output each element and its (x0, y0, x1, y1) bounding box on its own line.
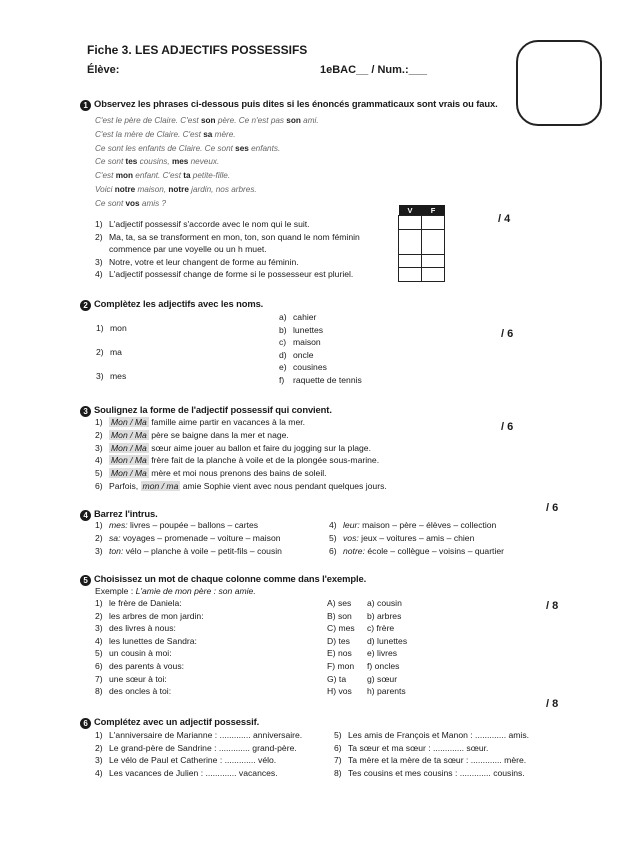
item-number: 5) (329, 532, 337, 543)
s5-example (95, 585, 256, 597)
s3-list (95, 416, 387, 493)
item-keyword: leur: (343, 520, 360, 530)
list-item (95, 647, 204, 660)
example-part: amis ? (139, 198, 166, 208)
item-text: Le grand-père de Sandrine : ............. grand-père. (109, 742, 297, 753)
item-text: Tes cousins et mes cousins : ............. cousins. (348, 767, 525, 778)
item-number: 2) (95, 532, 103, 543)
list-item (279, 311, 362, 324)
item-text: maison (293, 337, 321, 348)
column-option: e) livres (367, 648, 398, 659)
example-part: petite-fille. (190, 171, 231, 181)
item-text: Ta sœur et ma sœur : ............. sœur. (348, 742, 489, 753)
vf-cell[interactable] (399, 268, 422, 282)
list-item (95, 660, 204, 673)
choice-highlight[interactable]: Mon / Ma (111, 468, 147, 479)
item-text: Les amis de François et Manon : ............. amis. (348, 730, 530, 740)
example-part: notre (114, 184, 136, 194)
item-text: mes (110, 371, 127, 381)
section-6-title (80, 716, 259, 729)
item-number: 4) (95, 269, 103, 280)
section-4-score: / 6 (546, 502, 559, 514)
item-number: 1) (95, 417, 103, 427)
item-number: 2) (95, 742, 103, 753)
column-option: d) lunettes (367, 635, 408, 646)
list-item (334, 742, 529, 755)
section-3-score: / 6 (501, 421, 514, 433)
example-part: C'est le père de Claire. C'est (95, 116, 201, 125)
item-number: 2) (95, 231, 103, 242)
s5-col-b (367, 597, 407, 698)
item-number: 3) (95, 256, 103, 267)
list-item (279, 374, 362, 387)
section-3-title-text: Soulignez la forme de l'adjectif possessif qui convient. (94, 404, 332, 415)
section-5-score: / 8 (546, 600, 559, 612)
example-part: son (286, 116, 301, 125)
example-sentence (95, 155, 319, 169)
example-part: vos (125, 198, 140, 208)
section-6-title-text: Complétez avec un adjectif possessif. (94, 716, 260, 727)
section-2-title-text: Complètez les adjectifs avec les noms. (94, 298, 264, 309)
column-option: a) cousin (367, 598, 402, 608)
item-number: e) (279, 362, 287, 373)
choice-highlight[interactable]: Mon / Ma (111, 417, 147, 427)
item-number: 3) (95, 623, 103, 634)
column-option: f) oncles (367, 660, 400, 671)
item-keyword: notre: (343, 545, 365, 556)
example-part: enfants. (248, 143, 281, 153)
item-text: mon (110, 323, 127, 333)
grade-box (516, 40, 602, 126)
s2-left-item (96, 346, 122, 358)
vf-cell[interactable] (399, 229, 422, 254)
choice-highlight[interactable]: Mon / Ma (111, 429, 147, 440)
item-number: 3) (95, 442, 103, 453)
item-number: 8) (334, 767, 342, 778)
item-text: vélo – planche à voile – petit-fils – cousin (123, 545, 282, 556)
item-text: livres – poupée – ballons – cartes (127, 520, 259, 530)
section-4-title-text: Barrez l'intrus. (94, 508, 158, 519)
column-option: C) mes (327, 623, 355, 634)
item-number: 1) (95, 219, 103, 229)
example-sentence (95, 197, 319, 211)
vf-cell[interactable] (422, 229, 445, 254)
item-text: des parents à vous: (109, 660, 185, 671)
item-number: 5) (95, 468, 103, 479)
item-number: 7) (334, 755, 342, 766)
list-item (95, 532, 282, 545)
item-text: Ma, ta, sa se transforment en mon, ton, son quand le nom féminin (109, 231, 360, 242)
item-text: Notre, votre et leur changent de forme au féminin. (109, 256, 299, 267)
column-option: G) ta (327, 673, 347, 684)
list-item (95, 610, 204, 623)
item-number: f) (279, 374, 285, 385)
item-number: 3) (95, 755, 103, 766)
example-part: C'est la mère de Claire. C'est (95, 129, 204, 139)
item-number: 2) (95, 429, 103, 440)
s2-right-list (279, 311, 362, 387)
example-part: enfant. C'est (132, 171, 184, 181)
item-keyword: sa: (109, 532, 121, 543)
list-item (95, 597, 204, 610)
list-item (329, 532, 504, 545)
choice-highlight[interactable]: mon / ma (142, 480, 179, 491)
list-item (95, 480, 387, 493)
item-text: raquette de tennis (293, 374, 362, 385)
item-number: 1) (95, 520, 103, 530)
item-number: a) (279, 312, 287, 322)
section-2-title (80, 298, 263, 311)
vf-cell[interactable] (422, 254, 445, 268)
example-sentence (95, 128, 319, 142)
item-number: d) (279, 349, 287, 360)
item-number: 1) (95, 730, 103, 740)
item-text: famille aime partir en vacances à la mer. (148, 417, 306, 427)
s6-right-list (334, 729, 529, 779)
list-item (95, 256, 360, 269)
item-text: Le vélo de Paul et Catherine : ............. vélo. (109, 755, 277, 766)
item-number: 2) (95, 610, 103, 621)
item-text: maison – père – élèves – collection (359, 520, 497, 530)
list-item (95, 218, 360, 231)
list-item (95, 729, 302, 742)
list-item (95, 467, 387, 480)
list-item (334, 729, 529, 742)
student-label: Élève: (87, 64, 120, 76)
column-option: h) parents (367, 686, 406, 697)
s4-left-list (95, 519, 282, 557)
item-text: L'adjectif possessif s'accorde avec le nom qui le suit. (109, 219, 310, 229)
item-text: amie Sophie vient avec nous pendant quelques jours. (180, 480, 387, 491)
example-part: notre (168, 184, 189, 194)
section-number-badge: 4 (80, 510, 91, 521)
item-keyword: ton: (109, 545, 124, 556)
vf-cell[interactable] (399, 254, 422, 268)
vf-cell[interactable] (422, 216, 445, 230)
list-item (95, 442, 387, 455)
item-text: école – collègue – voisins – quartier (364, 545, 504, 556)
vf-cell[interactable] (399, 216, 422, 230)
item-keyword: mes: (109, 520, 128, 530)
item-keyword: vos: (343, 532, 359, 543)
example-sentence (95, 169, 319, 183)
column-option: g) sœur (367, 673, 398, 684)
class-number-label: 1eBAC__ / Num.:___ (320, 64, 427, 76)
item-text: mère et moi nous prenons des bains de soleil. (148, 468, 327, 479)
section-6-score: / 8 (546, 698, 559, 710)
column-option: c) frère (367, 623, 395, 634)
item-text: cousines (293, 362, 327, 373)
example-label: Exemple : (95, 586, 136, 596)
s4-right-list (329, 519, 504, 557)
list-item (95, 416, 387, 429)
list-item (95, 268, 360, 281)
list-item (279, 349, 362, 362)
vf-false-header: F (422, 205, 445, 216)
section-1-score: / 4 (498, 213, 511, 225)
s2-left-item (96, 370, 126, 382)
list-item (95, 519, 282, 532)
list-item (95, 545, 282, 558)
list-item (95, 429, 387, 442)
item-text: les arbres de mon jardin: (109, 610, 204, 621)
section-1-title (80, 98, 498, 111)
list-item (279, 324, 362, 337)
list-item (95, 635, 204, 648)
example-part: tes (125, 157, 138, 167)
true-false-grid (398, 205, 445, 282)
item-text: des oncles à toi: (109, 686, 172, 697)
item-number: 6) (334, 742, 342, 753)
list-item (95, 231, 360, 244)
example-text: L'amie de mon père : son amie. (135, 586, 256, 596)
item-text: frère fait de la planche à voile et de la plongée sous-marine. (148, 455, 380, 466)
s2-left-item (96, 322, 127, 334)
item-prefix: Parfois, (109, 480, 141, 491)
statements-list (95, 218, 360, 281)
example-part: cousins, (137, 157, 172, 167)
example-sentence (95, 183, 319, 197)
example-part: ami. (300, 116, 319, 125)
list-item (329, 545, 504, 558)
item-number: 5) (95, 648, 103, 659)
example-part: neveux. (188, 157, 220, 167)
item-number: 4) (95, 767, 103, 778)
example-part: sa (203, 129, 213, 139)
item-text: voyages – promenade – voiture – maison (120, 532, 281, 543)
item-number: 1) (95, 598, 103, 608)
vf-true-header: V (399, 205, 422, 216)
item-number: 5) (334, 730, 342, 740)
list-item (334, 767, 529, 780)
item-text: L'adjectif possessif change de forme si le possesseur est pluriel. (109, 269, 354, 280)
list-item (329, 519, 504, 532)
example-part: mes (171, 157, 189, 167)
example-part: mon (115, 171, 133, 181)
list-item (95, 622, 204, 635)
example-part: ta (183, 171, 191, 181)
examples-block (95, 114, 319, 211)
column-option: A) ses (327, 598, 352, 608)
item-text: le frère de Daniela: (109, 598, 182, 608)
item-text: cahier (293, 312, 317, 322)
choice-highlight[interactable]: Mon / Ma (111, 442, 147, 453)
list-item (95, 673, 204, 686)
item-number: 2) (96, 347, 104, 357)
item-number: 6) (95, 480, 103, 491)
example-part: Ce sont (95, 157, 126, 167)
section-1-title-text: Observez les phrases ci-dessous puis dites si les énoncés grammaticaux sont vrais ou faux. (94, 98, 498, 109)
list-item (95, 767, 302, 780)
example-part: père. Ce n'est pas (215, 116, 287, 125)
item-text: oncle (293, 349, 314, 360)
item-text: un cousin à moi: (109, 648, 172, 659)
item-number: 1) (96, 323, 104, 333)
item-text: père se baigne dans la mer et nage. (148, 429, 289, 440)
section-number-badge: 1 (80, 100, 91, 111)
example-part: maison, (135, 184, 169, 194)
example-part: Ce sont les enfants de Claire. Ce sont (95, 143, 236, 153)
item-number: 3) (96, 371, 104, 381)
item-number: 4) (329, 520, 337, 530)
vf-cell[interactable] (422, 268, 445, 282)
item-text: jeux – voitures – amis – chien (358, 532, 475, 543)
item-number: 3) (95, 545, 103, 556)
example-part: mère. (212, 129, 236, 139)
item-number: 6) (95, 660, 103, 671)
item-text: L'anniversaire de Marianne : ............. anniversaire. (109, 730, 303, 740)
choice-highlight[interactable]: Mon / Ma (111, 455, 147, 466)
list-item (279, 336, 362, 349)
list-item (95, 685, 204, 698)
section-5-title-text: Choisissez un mot de chaque colonne comme dans l'exemple. (94, 573, 367, 584)
item-number: 7) (95, 673, 103, 684)
column-option: F) mon (327, 660, 355, 671)
example-part: jardin, nos arbres. (188, 184, 257, 194)
list-item (95, 243, 360, 256)
list-item (279, 361, 362, 374)
column-option: H) vos (327, 686, 352, 697)
example-part: C'est (95, 171, 116, 181)
list-item (95, 742, 302, 755)
s5-col-a (327, 597, 355, 698)
example-part: ses (235, 143, 249, 153)
s5-items (95, 597, 204, 698)
section-number-badge: 3 (80, 406, 91, 417)
item-number: b) (279, 324, 287, 335)
item-text: sœur aime jouer au ballon et faire du jogging sur la plage. (148, 442, 371, 453)
item-text: commence par une voyelle ou un h muet. (109, 244, 267, 255)
column-option: D) tes (327, 635, 350, 646)
section-number-badge: 2 (80, 300, 91, 311)
example-sentence (95, 114, 319, 128)
list-item (95, 454, 387, 467)
example-part: son (200, 116, 216, 125)
page-title: Fiche 3. LES ADJECTIFS POSSESSIFS (87, 43, 308, 57)
item-number: c) (279, 337, 287, 348)
section-number-badge: 5 (80, 575, 91, 586)
section-2-score: / 6 (501, 328, 514, 340)
list-item (334, 754, 529, 767)
column-option: B) son (327, 610, 352, 621)
example-sentence (95, 142, 319, 156)
item-text: Les vacances de Julien : ............. vacances. (109, 767, 278, 778)
item-number: 4) (95, 455, 103, 466)
item-number: 6) (329, 545, 337, 556)
item-text: les lunettes de Sandra: (109, 635, 197, 646)
item-text: une sœur à toi: (109, 673, 167, 684)
section-number-badge: 6 (80, 718, 91, 729)
column-option: b) arbres (367, 610, 402, 621)
example-part: Voici (95, 184, 115, 194)
item-text: Ta mère et la mère de ta sœur : ............. mère. (348, 755, 527, 766)
item-text: lunettes (293, 324, 324, 335)
item-number: 4) (95, 635, 103, 646)
item-text: ma (110, 347, 122, 357)
item-number: 8) (95, 686, 103, 697)
example-part: Ce sont (95, 198, 126, 208)
list-item (95, 754, 302, 767)
column-option: E) nos (327, 648, 352, 659)
item-text: des livres à nous: (109, 623, 176, 634)
s6-left-list (95, 729, 302, 779)
